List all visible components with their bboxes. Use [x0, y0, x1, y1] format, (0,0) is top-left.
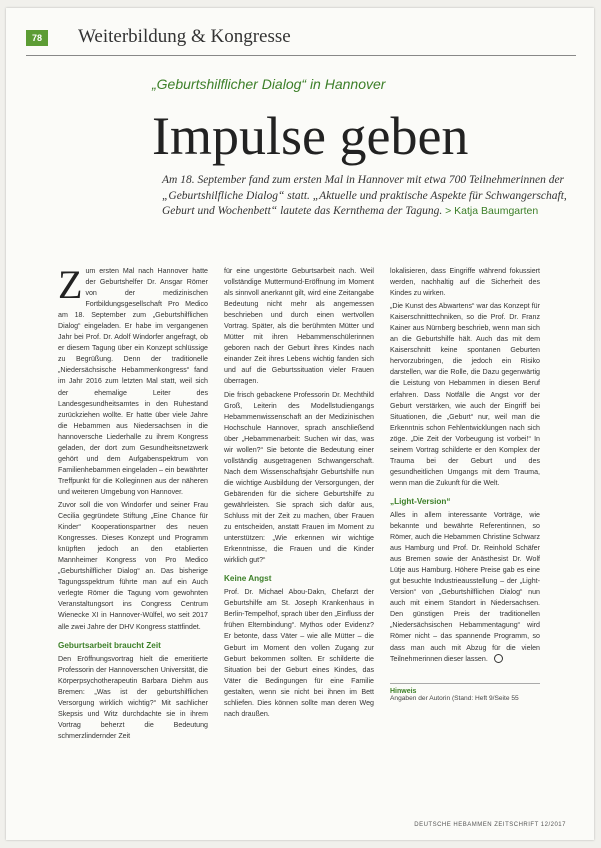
note-box — [390, 683, 540, 702]
magazine-page — [6, 8, 594, 840]
paragraph: „Die Kunst des Abwartens“ war das Konzept für Kaiserschnitttechniken, so die Prof. Dr. Franz Kainer aus Nürnberg beschrieb, wenn man sich an die Geburtshilfe hält. Auch das mit dem Kaiserschnitt keine spontanen Geburten hervorzubringen, die jedoch ein Risiko darstellen, war die Rolle, die Dazu gegenwärtig die Leistung von Hebammen in diesen Beruf erfahren. Dass Notfälle die Angst vor der Geburt verstärken, wie auch der Eingriff bei Situationen, die „Geburt“ nur, weil man die Erkenntnis schon Fehlentwicklungen nach sich zöge. „Die Zeit der Vorbeugung ist vorbei!“ In seinem Vortrag schilderte er den Komplex der Trauma bei der Geburt und des gesundheitlichen Umgangs mit dem Trauma, wenn man die Zukunft für die Welt. — [390, 302, 540, 487]
paragraph: Prof. Dr. Michael Abou-Dakn, Chefarzt der Geburtshilfe am St. Joseph Krankenhaus in Berlin-Tempelhof, sprach über den „Einfluss der frühen Elternbindung“. Mythos oder Evidenz? Er betonte, dass Väter – wie alle Mütter – die Geburt im Moment den vollen Zugang zur Geburt bekommen sollten. Er schilderte die Situation bei der Geburt eines Kindes, das Väter die Bedingungen für eine Familie gestalten, wenn sie nicht bei ihnen im Bett schliefen. Dies können sollte man deren Weg nach draußen. — [224, 588, 374, 718]
subheading: Geburtsarbeit braucht Zeit — [58, 640, 161, 650]
drop-cap: Z — [58, 262, 83, 307]
page-footer: DEUTSCHE HEBAMMEN ZEITSCHRIFT 12/2017 — [414, 822, 566, 828]
subheading: Keine Angst — [224, 574, 272, 584]
subheading: „Light-Version“ — [390, 496, 451, 506]
article-lead — [162, 173, 567, 220]
paragraph: Alles in allem interessante Vorträge, wie bekannte und bewährte Referentinnen, so Römer, auch die Hebammen Christine Schwarz aus Hamburg und Prof. Dr. Reinhold Schäfer aus Bremen sowie der Anästhesist Dr. Wolf Lütje aus Hamburg. Höhere Preise gab es eine gut besuchte Industrieausstellung – der „Light-Version“ von „Geburtshilflichen Dialog“ nun auch mit einem Standort in Niedersachsen. Den günstigen Preis der traditionellen „Niedersächsischen Hebammentagung“ wird Römer nicht – das spannende Programm, so dass man auch mit Abzug für die vielen Teilnehmerinnen dieser lassen. — [390, 510, 540, 663]
paragraph: Den Eröffnungsvortrag hielt die emeritierte Professorin der Hannoverschen Universität, die Körperpsychotherapeutin Barbara Diehm aus Bremen: „Was ist der geburtshilflichen Versorgung wirklich wichtig?“ Mit sachlicher Skepsis und Witz durchdachte sie in ihrem Vortrag beherzt die Bedeutung schmerzlindernder Zeit — [58, 654, 208, 740]
article-title: Impulse geben — [152, 106, 469, 166]
article-author: > Katja Baumgarten — [445, 205, 539, 217]
text-column-3 — [390, 266, 540, 702]
lead-text: Am 18. September fand zum ersten Mal in Hannover mit etwa 700 Teilnehmerinnen der „Geburtshilfliche Dialog“ statt. „Aktuelle und praktische Aspekte für Schwangerschaft, Geburt und Wochenbett“ lautete das Kernthema der Tagung. — [162, 174, 567, 217]
note-text: Angaben der Autorin (Stand: Heft 9/Seite 55 — [390, 694, 519, 702]
article-kicker: „Geburtshilflicher Dialog“ in Hannover — [152, 76, 386, 92]
section-title: Weiterbildung & Kongresse — [78, 26, 291, 47]
text-column-1 — [58, 262, 208, 744]
paragraph: lokalisieren, dass Eingriffe während fokussiert werden, nachhaltig auf die Sicherheit des Kindes zu wirken. — [390, 267, 540, 298]
paragraph: Die frisch gebackene Professorin Dr. Mechthild Groß, Leiterin des Modellstudiengangs Hebammenwissenschaft an der Medizinischen Hochschule Hannover, sprach anschließend über „Hebammenarbeit: Suchen wir das, was wir wollen?“ Sie betonte die Bedeutung einer vollständig ausgetragenen Schwangerschaft. Nach dem Wissenschaftsjahr Geburtshilfe nun die wichtige Ausbildung der Versorgungen, der Gebärenden für die sichere Geburtshilfe zu gewährleisten. Sie sprach sich dafür aus, Schluss mit der Zeit zu machen, über Frauen zu entscheiden, anstatt Frauen im Moment zu unterstützen: „Wie erkennen wir wichtige Erkenntnisse, die Frauen und die Kinder wirklich gut?“ — [224, 390, 374, 565]
page-number: 78 — [26, 30, 48, 46]
paragraph: Zuvor soll die von Windorfer und seiner Frau Cecilia gegründete Stiftung „Eine Chance für Kinder“ Kooperationspartner des neuen Kongresses. Dieses Konzept und Programm knüpften jedoch an den etablierten Mannheimer Kongress von Pro Medico „Geburtshilflicher Dialog“ an. Das bisherige Tagungsspektrum führte man auf ein Auch verlegte Römer die Tagung vom gewohnten Veranstaltungsort ins Congress Centrum Wienecke XI in Hannover-Wülfel, wo seit 2017 alle zwei Jahre der DHV Kongress stattfindet. — [58, 500, 208, 631]
paragraph: für eine ungestörte Geburtsarbeit nach. Weil vollständige Muttermund-Eröffnung im Moment als sinnvoll anerkannt gilt, wird eine Zeitangabe Bedeutung nicht mehr als angemessen beschrieben und durch einen wertvollen Vortrag. Später, als die berühmten Mütter und Mütter mit ihren Hebammenschülerinnen geboren nach der Geburt ihres Kindes nach einander Zeit ihres Lebens wichtig fanden sich und auf die Geburtssituation vieler Frauen überragen. — [224, 267, 374, 386]
end-of-article-icon — [494, 654, 503, 663]
paragraph: Zum ersten Mal nach Hannover hatte der Geburtshelfer Dr. Ansgar Römer von der medizinischen Fortbildungsgesellschaft Pro Medico am 18. September zum „Geburtshilflichen Dialog“ eingeladen. Er habe im vergangenen Jahr bei Prof. Dr. Adolf Windorfer angefragt, ob er diesem Tagung über ein Konzept schlüssige zu Begrüßung. Denn der traditionelle „Niedersächsische Hebammenkongress“ fand im Jahr 2016 zum letzten Mal statt, weil sich der ehemalige Leiter des Landesgesundheitsamtes in den Ruhestand zurückziehen wollte. Er hatte über viele Jahre die Hebammen aus Niedersachsen in die hannoversche Liederhalle zu ihrem Kongress geladen, der dort zum Gesundheitsnetzwerk gehört und dem Aufgabenspektrum von Familienhebammen eingeladen – ein bewährter Treffpunkt für die Kolleginnen aus der näheren und weiteren Umgebung von Hannover. — [58, 262, 208, 496]
header-divider — [26, 55, 576, 56]
note-title: Hinweis — [390, 687, 417, 695]
text-column-2 — [224, 266, 374, 722]
